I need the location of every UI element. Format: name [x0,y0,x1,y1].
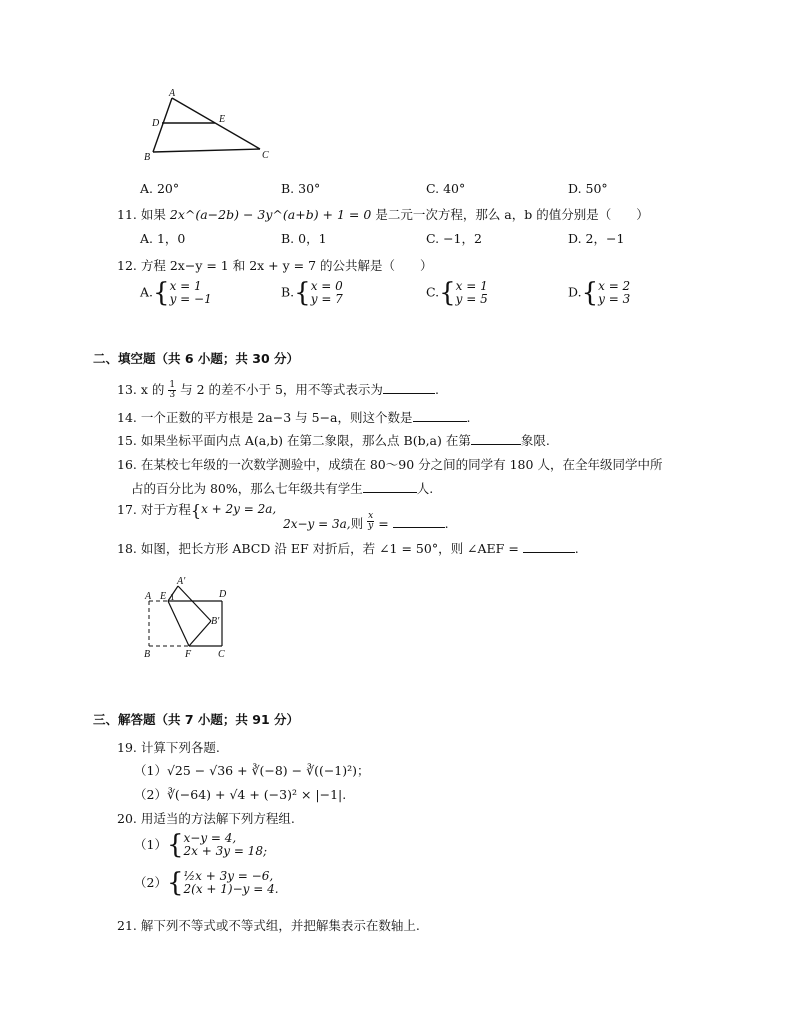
q17-end: . [444,516,449,531]
q12-option-b-label: B. [281,284,295,300]
q12-option-d-line1: x = 2 [598,279,631,294]
triangle-figure [140,86,280,164]
fold-ef [168,601,189,646]
q12-option-d-line2: y = 3 [598,292,631,306]
q20-part1-label: （1） [134,836,167,852]
label-c: C [218,649,225,660]
folded-ab [178,586,211,621]
q16-end: 人. [416,481,434,496]
label-angle-1: 1 [170,592,175,602]
q10-option-c[interactable]: C. 40° [426,181,466,196]
q16-number: 16. [117,457,137,472]
q13-frac-den: 3 [169,390,176,400]
q12-option-c[interactable] [426,280,488,306]
q15-number: 15. [117,433,137,448]
label-b: B [144,152,151,163]
q12-number: 12. [117,258,137,273]
q11-stem [117,208,649,222]
q14 [117,411,471,425]
q19-part2: （2）∛(−64) + √4 + (−3)² × |−1|. [134,787,347,802]
q15-text: 如果坐标平面内点 A(a,b) 在第二象限，那么点 B(b,a) 在第 [140,433,471,448]
q20-part1-eq2: 2x + 3y = 18; [183,844,267,858]
q14-number: 14. [117,410,137,425]
q12-option-d[interactable] [568,280,630,306]
q12-option-c-line2: y = 5 [455,292,488,306]
q13-post: 与 2 的差不小于 5，用不等式表示为 [180,382,383,397]
q21-text: 解下列不等式或不等式组，并把解集表示在数轴上. [140,918,420,933]
q17-frac-den: y [368,521,374,531]
q12-option-a-line1: x = 1 [169,279,202,294]
brace-icon: { [153,278,170,308]
q10-option-d[interactable]: D. 50° [568,181,608,196]
q16-text-line1: 在某校七年级的一次数学测验中，成绩在 80～90 分之间的同学有 180 人，在全年级同学中所 [140,457,663,472]
q16-answer-blank[interactable] [363,482,417,493]
q20-part2-label: （2） [134,874,167,890]
q13-answer-blank[interactable] [383,383,435,394]
label-d: D [152,118,160,129]
q12-stem [117,259,433,273]
brace-icon: { [166,868,184,898]
q12-text: 方程 2x−y = 1 和 2x + y = 7 的公共解是（ ） [140,258,433,273]
q20-stem [117,812,295,826]
q15-answer-blank[interactable] [471,434,521,445]
folded-bf [189,621,211,646]
q16-line1 [117,458,662,472]
brace-icon: { [294,278,311,308]
q21-stem [117,919,420,933]
q21-number: 21. [117,918,137,933]
brace-icon: { [190,501,202,520]
q17 [117,503,449,531]
brace-icon: { [581,278,599,308]
q12-option-a-line2: y = −1 [169,292,212,306]
q10-option-b[interactable]: B. 30° [281,181,321,196]
label-c: C [262,150,269,161]
q18-text: 如图，把长方形 ABCD 沿 EF 对折后，若 ∠1 = 50°，则 ∠AEF = [140,541,519,556]
q15 [117,434,550,448]
brace-icon: { [166,830,184,860]
q17-eq2: 2x−y = 3a, [283,516,351,531]
q20-part2 [134,870,279,896]
q13-fraction [168,381,176,400]
label-d: D [219,589,227,600]
q17-pre: 对于方程 [140,502,191,517]
q11-text-pre: 如果 [140,207,166,222]
q17-frac-num: x [368,511,374,521]
label-f: F [185,649,192,660]
q18-number: 18. [117,541,137,556]
label-b: B [144,649,151,660]
q20-text: 用适当的方法解下列方程组. [140,811,295,826]
q13-frac-num: 1 [169,380,176,390]
q17-eq1: x + 2y = 2a, [201,502,277,516]
q13-number: 13. [117,382,137,397]
q16-text-line2: 占的百分比为 80%，那么七年级共有学生 [131,481,363,496]
q11-number: 11. [117,207,137,222]
q18 [117,542,579,556]
section-2-title: 二、填空题（共 6 小题；共 30 分） [93,351,300,366]
rectangle-fold-figure [140,574,240,662]
q12-option-c-label: C. [426,284,440,300]
q20-number: 20. [117,811,137,826]
q18-answer-blank[interactable] [523,542,575,553]
q17-number: 17. [117,502,137,517]
q11-option-b[interactable]: B. 0，1 [281,231,327,246]
q13-pre: x 的 [140,382,165,397]
q10-option-a[interactable]: A. 20° [140,181,180,196]
label-a-prime: A' [177,576,186,587]
q11-equation: 2x^(a−2b) − 3y^(a+b) + 1 = 0 [169,207,372,222]
q20-part2-eq1: ½x + 3y = −6, [183,869,274,884]
q20-part1-eq1: x−y = 4, [183,831,237,846]
q15-end: 象限. [520,433,550,448]
q19-stem [117,741,220,755]
label-a: A [169,88,176,99]
q19-number: 19. [117,740,137,755]
q17-fraction [367,512,374,531]
q14-text: 一个正数的平方根是 2a−3 与 5−a，则这个数是 [140,410,413,425]
q12-option-b-line2: y = 7 [310,292,343,306]
section-3-title: 三、解答题（共 7 小题；共 91 分） [93,712,300,727]
q20-part1 [134,832,267,858]
label-e: E [219,114,226,125]
label-e: E [160,591,167,602]
q12-option-b-line1: x = 0 [310,279,343,294]
q13-end: . [434,382,439,397]
q12-option-a-label: A. [140,284,154,300]
q11-text-post: 是二元一次方程，那么 a，b 的值分别是（ ） [375,207,649,222]
q12-option-d-label: D. [568,284,582,300]
q16-line2 [131,482,433,496]
q13 [117,381,439,400]
q19-text: 计算下列各题. [140,740,220,755]
q11-option-c[interactable]: C. −1，2 [426,231,482,246]
label-b-prime: B' [211,616,220,627]
brace-icon: { [439,278,456,308]
q11-option-a[interactable]: A. 1，0 [140,231,186,246]
label-a: A [145,591,152,602]
q14-answer-blank[interactable] [413,411,467,422]
q20-part2-eq2: 2(x + 1)−y = 4. [183,882,279,896]
q17-mid: 则 [350,516,364,531]
q17-eqsign: = [378,516,389,531]
q17-answer-blank[interactable] [393,517,445,528]
side-bc [153,149,260,152]
q12-option-a[interactable] [140,280,212,306]
q19-part1: （1）√25 − √36 + ∛(−8) − ∛((−1)²)； [134,763,370,778]
q12-option-b[interactable] [281,280,343,306]
q14-end: . [466,410,471,425]
q18-end: . [574,541,579,556]
q11-option-d[interactable]: D. 2，−1 [568,231,625,246]
q12-option-c-line1: x = 1 [455,279,488,294]
